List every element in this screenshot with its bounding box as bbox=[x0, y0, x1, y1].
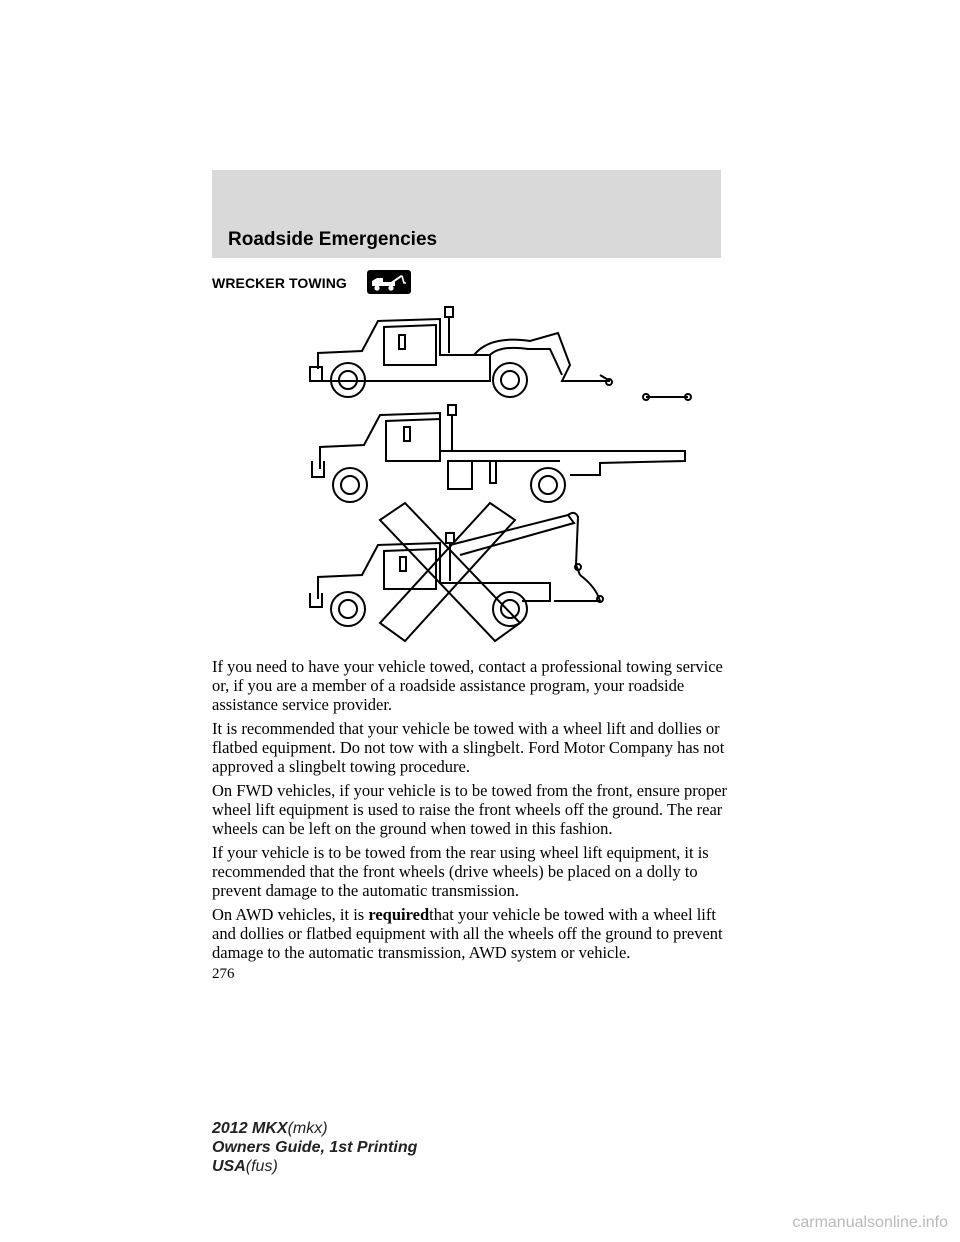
paragraph-2: It is recommended that your vehicle be towed with a wheel lift and dollies or flatbed equipment. Do not tow with a slingbelt. Ford Motor Company has not approved a slingbelt towing procedure. bbox=[212, 719, 725, 776]
paragraph-1: If you need to have your vehicle towed, contact a professional towing service or, if you are a member of a roadside assistance program, your roadside assistance service provider. bbox=[212, 657, 723, 714]
paragraph-5-end: that your vehicle be towed with a wheel lift and dollies or flatbed equipment with all the wheels off the ground to prevent damage to the automatic transmission, AWD system or vehicle. bbox=[212, 905, 723, 962]
page-number: 276 bbox=[212, 966, 235, 982]
footer-market-code: (fus) bbox=[245, 1158, 278, 1175]
footer-printing: Owners Guide, 1st Printing bbox=[212, 1139, 418, 1156]
page-heading: WRECKER TOWING bbox=[212, 275, 347, 291]
watermark: carmanualsonline.info bbox=[792, 1214, 948, 1231]
footer-line-1 bbox=[212, 1119, 417, 1138]
tow-truck-icon bbox=[367, 270, 411, 294]
paragraph-5-start: On AWD vehicles, it is bbox=[212, 905, 369, 924]
body-text bbox=[212, 657, 732, 967]
paragraph-3: On FWD vehicles, if your vehicle is to be towed from the front, ensure proper wheel lift equipment is used to raise the front wheels off the ground. The rear wheels can be left on the ground when towed in this fashion. bbox=[212, 781, 728, 838]
footer-line-3 bbox=[212, 1157, 417, 1176]
footer bbox=[212, 1119, 417, 1176]
paragraph-5-emphasis: required bbox=[368, 905, 430, 924]
paragraph-5 bbox=[212, 905, 732, 962]
section-title: Roadside Emergencies bbox=[228, 229, 438, 250]
towing-illustrations bbox=[300, 305, 710, 645]
wheel-lift-truck-illustration bbox=[310, 307, 691, 400]
footer-model-code: (mkx) bbox=[287, 1120, 328, 1137]
slingbelt-wrecker-illustration bbox=[310, 513, 603, 626]
footer-market: USA bbox=[212, 1158, 246, 1175]
paragraph-4: If your vehicle is to be towed from the rear using wheel lift equipment, it is recommended that the front wheels (drive wheels) be placed on a dolly to prevent damage to the automatic transmission. bbox=[212, 843, 709, 900]
footer-model: 2012 MKX bbox=[212, 1120, 288, 1137]
footer-line-2 bbox=[212, 1138, 417, 1157]
flatbed-truck-illustration bbox=[312, 405, 685, 502]
